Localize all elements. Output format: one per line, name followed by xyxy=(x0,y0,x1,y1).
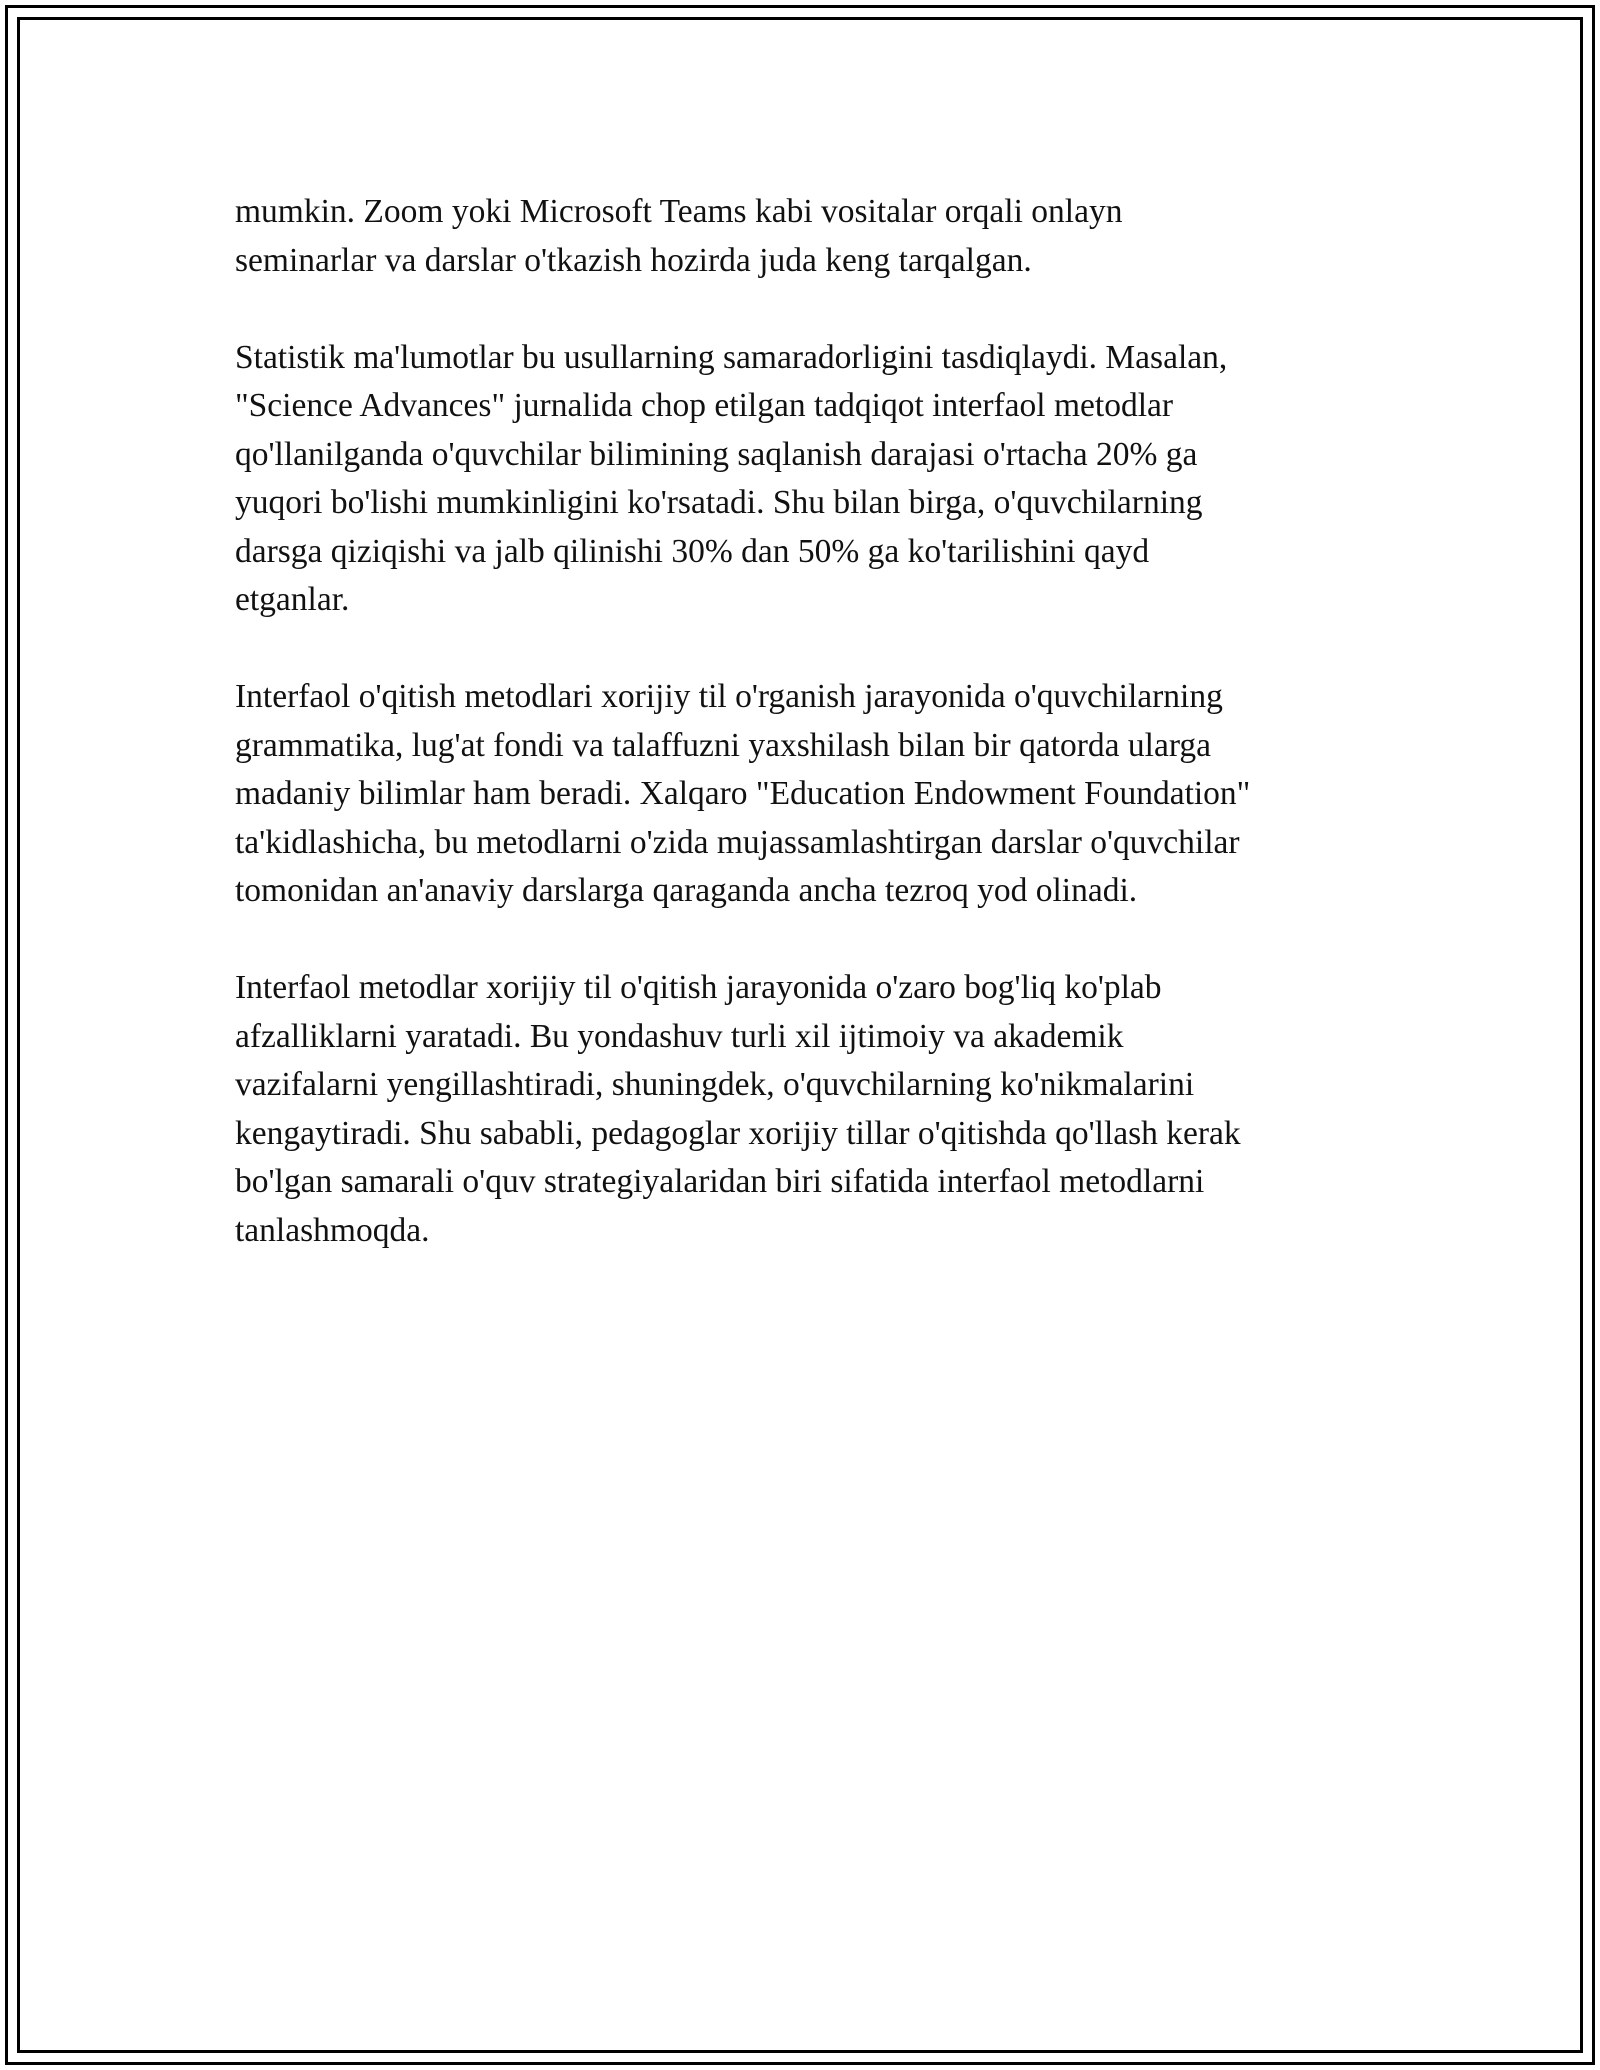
text-line: yuqori bo'lishi mumkinligini ko'rsatadi. Shu bilan birga, o'quvchilarning xyxy=(235,484,1203,521)
text-line: ta'kidlashicha, bu metodlarni o'zida mujassamlashtirgan darslar o'quvchilar xyxy=(235,823,1240,861)
text-line: madaniy bilimlar ham beradi. Xalqaro "Education Endowment Foundation" xyxy=(235,775,1251,812)
text-line: Interfaol metodlar xorijiy til o'qitish jarayonida o'zaro bog'liq ko'plab xyxy=(235,969,1162,1006)
text-line: "Science Advances" jurnalida chop etilgan tadqiqot interfaol metodlar xyxy=(235,387,1174,424)
text-line: tomonidan an'anaviy darslarga qaraganda ancha tezroq yod olinadi. xyxy=(235,872,1138,909)
paragraph-4 xyxy=(235,964,1380,1255)
text-line: mumkin. Zoom yoki Microsoft Teams kabi vositalar orqali onlayn xyxy=(235,193,1123,230)
paragraph-3 xyxy=(235,673,1380,916)
document-body xyxy=(235,188,1380,1304)
paragraph-1 xyxy=(235,188,1380,285)
text-line: tanlashmoqda. xyxy=(235,1211,430,1249)
text-line: grammatika, lug'at fondi va talaffuzni yaxshilash bilan bir qatorda ularga xyxy=(235,726,1211,764)
text-line: qo'llanilganda o'quvchilar bilimining saqlanish darajasi o'rtacha 20% ga xyxy=(235,435,1198,473)
text-line: Statistik ma'lumotlar bu usullarning samaradorligini tasdiqlaydi. Masalan, xyxy=(235,338,1228,376)
text-line: seminarlar va darslar o'tkazish hozirda juda keng tarqalgan. xyxy=(235,241,1032,279)
text-line: etganlar. xyxy=(235,581,350,618)
text-line: vazifalarni yengillashtiradi, shuningdek, o'quvchilarning ko'nikmalarini xyxy=(235,1066,1195,1103)
text-line: bo'lgan samarali o'quv strategiyalaridan biri sifatida interfaol metodlarni xyxy=(235,1163,1205,1200)
text-line: kengaytiradi. Shu sababli, pedagoglar xorijiy tillar o'qitishda qo'llash kerak xyxy=(235,1114,1241,1152)
text-line: Interfaol o'qitish metodlari xorijiy til o'rganish jarayonida o'quvchilarning xyxy=(235,678,1223,715)
paragraph-2 xyxy=(235,334,1380,625)
text-line: afzalliklarni yaratadi. Bu yondashuv turli xil ijtimoiy va akademik xyxy=(235,1017,1124,1055)
text-line: darsga qiziqishi va jalb qilinishi 30% dan 50% ga ko'tarilishini qayd xyxy=(235,532,1150,570)
